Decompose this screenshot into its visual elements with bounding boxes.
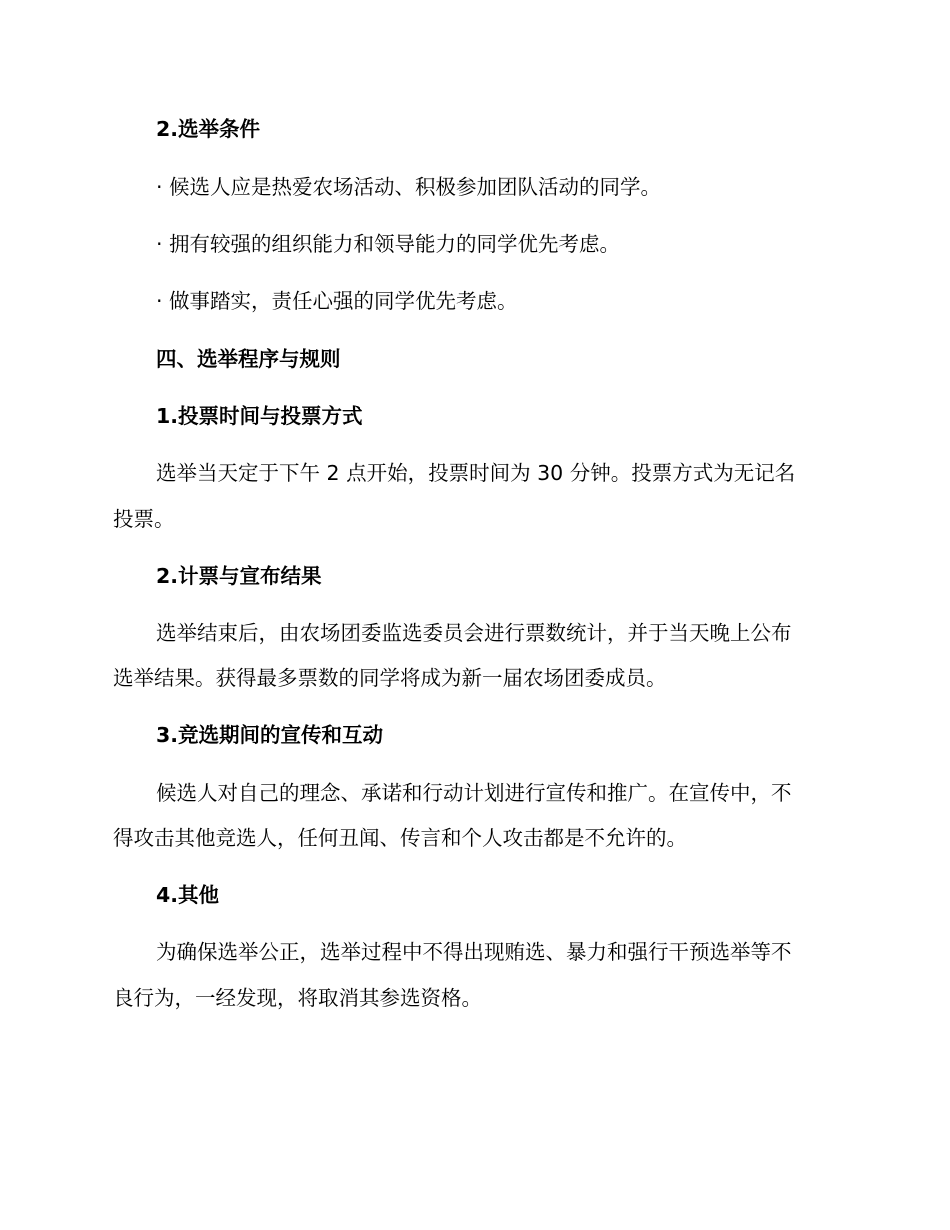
paragraph-line: 选举当天定于下午 2 点开始，投票时间为 30 分钟。投票方式为无记名 (156, 461, 796, 485)
bullet-item: · 做事踏实，责任心强的同学优先考虑。 (156, 289, 518, 313)
paragraph-line: 投票。 (113, 507, 175, 531)
bullet-item: · 候选人应是热爱农场活动、积极参加团队活动的同学。 (156, 175, 662, 199)
subheading-voting-time: 1.投票时间与投票方式 (156, 404, 363, 428)
subheading-campaign-publicity: 3.竞选期间的宣传和互动 (156, 723, 384, 747)
subheading-counting-results: 2.计票与宣布结果 (156, 564, 322, 588)
paragraph-line: 候选人对自己的理念、承诺和行动计划进行宣传和推广。在宣传中，不 (156, 781, 792, 805)
heading-election-procedure: 四、选举程序与规则 (156, 347, 341, 371)
paragraph-line: 良行为，一经发现，将取消其参选资格。 (113, 986, 482, 1010)
paragraph-line: 选举结束后，由农场团委监选委员会进行票数统计，并于当天晚上公布 (156, 621, 792, 645)
heading-election-conditions: 2.选举条件 (156, 117, 261, 141)
paragraph-line: 得攻击其他竞选人，任何丑闻、传言和个人攻击都是不允许的。 (113, 826, 687, 850)
bullet-item: · 拥有较强的组织能力和领导能力的同学优先考虑。 (156, 232, 621, 256)
subheading-other: 4.其他 (156, 883, 220, 907)
paragraph-line: 为确保选举公正，选举过程中不得出现贿选、暴力和强行干预选举等不 (156, 940, 792, 964)
paragraph-line: 选举结果。获得最多票数的同学将成为新一届农场团委成员。 (113, 666, 667, 690)
